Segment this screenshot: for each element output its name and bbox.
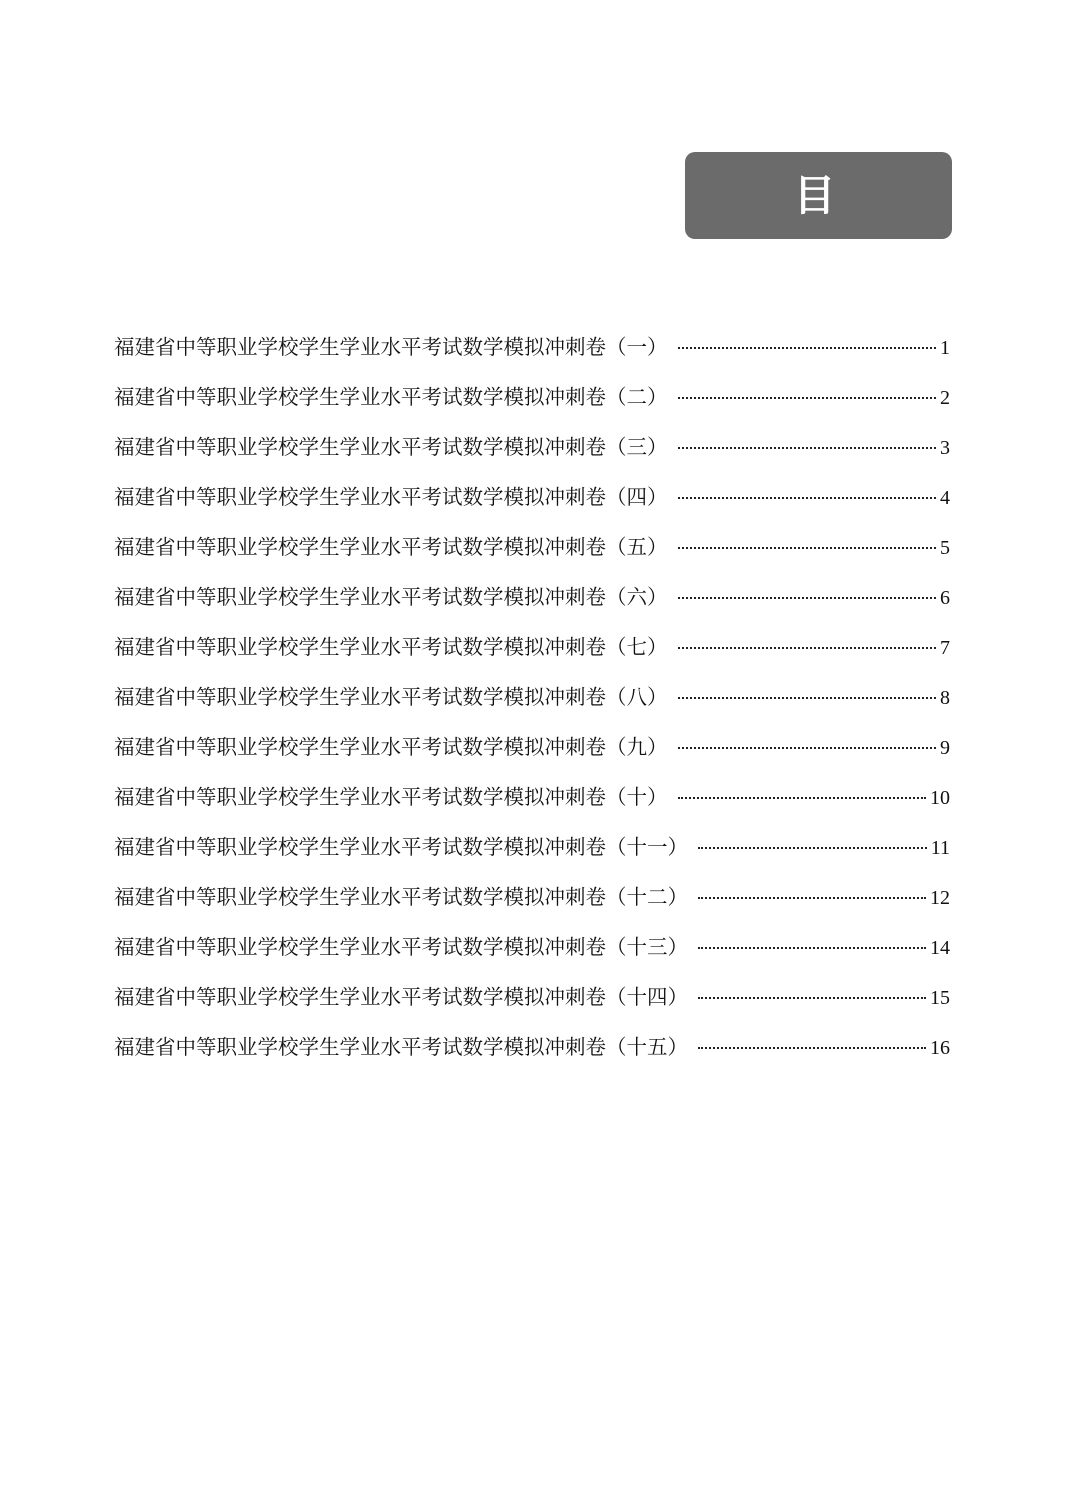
toc-entry-page: 5 [940, 537, 950, 559]
toc-entry-title: 福建省中等职业学校学生学业水平考试数学模拟冲刺卷（十四） [114, 985, 688, 1009]
toc-dot-leader [678, 347, 937, 349]
toc-entry[interactable] [114, 626, 950, 676]
toc-dot-leader [678, 497, 937, 499]
toc-entry-title: 福建省中等职业学校学生学业水平考试数学模拟冲刺卷（六） [114, 585, 668, 609]
toc-dot-leader [678, 447, 937, 449]
toc-entry-page: 3 [940, 437, 950, 459]
toc-dot-leader [698, 847, 927, 849]
toc-entry-page: 10 [930, 787, 950, 809]
toc-entry-page: 6 [940, 587, 950, 609]
toc-entry[interactable] [114, 976, 950, 1026]
toc-entry-page: 7 [940, 637, 950, 659]
toc-entry-page: 1 [940, 337, 950, 359]
toc-entry-title: 福建省中等职业学校学生学业水平考试数学模拟冲刺卷（四） [114, 485, 668, 509]
toc-dot-leader [698, 1047, 926, 1049]
toc-entry[interactable] [114, 526, 950, 576]
toc-dot-leader [678, 397, 937, 399]
toc-entry[interactable] [114, 376, 950, 426]
toc-entry-page: 16 [930, 1037, 950, 1059]
toc-entry[interactable] [114, 476, 950, 526]
toc-dot-leader [678, 697, 937, 699]
toc-entry-title: 福建省中等职业学校学生学业水平考试数学模拟冲刺卷（十五） [114, 1035, 688, 1059]
toc-entry-title: 福建省中等职业学校学生学业水平考试数学模拟冲刺卷（三） [114, 435, 668, 459]
toc-entry-title: 福建省中等职业学校学生学业水平考试数学模拟冲刺卷（十二） [114, 885, 688, 909]
toc-entry-title: 福建省中等职业学校学生学业水平考试数学模拟冲刺卷（五） [114, 535, 668, 559]
toc-entry-page: 8 [940, 687, 950, 709]
toc-entry-title: 福建省中等职业学校学生学业水平考试数学模拟冲刺卷（一） [114, 335, 668, 359]
page-title: 目 录 [685, 152, 952, 239]
toc-dot-leader [698, 997, 926, 999]
toc-entry[interactable] [114, 776, 950, 826]
toc-dot-leader [698, 897, 926, 899]
toc-entry-page: 9 [940, 737, 950, 759]
toc-entry-title: 福建省中等职业学校学生学业水平考试数学模拟冲刺卷（二） [114, 385, 668, 409]
toc-entry-title: 福建省中等职业学校学生学业水平考试数学模拟冲刺卷（十一） [114, 835, 688, 859]
toc-entry[interactable] [114, 826, 950, 876]
toc-dot-leader [678, 547, 937, 549]
toc-entry-title: 福建省中等职业学校学生学业水平考试数学模拟冲刺卷（九） [114, 735, 668, 759]
toc-dot-leader [678, 647, 937, 649]
toc-entry-page: 2 [940, 387, 950, 409]
toc-entry-page: 14 [930, 937, 950, 959]
toc-entry-title: 福建省中等职业学校学生学业水平考试数学模拟冲刺卷（七） [114, 635, 668, 659]
toc-entry[interactable] [114, 576, 950, 626]
toc-entry-page: 12 [930, 887, 950, 909]
toc-entry[interactable] [114, 326, 950, 376]
toc-entry-title: 福建省中等职业学校学生学业水平考试数学模拟冲刺卷（十三） [114, 935, 688, 959]
toc-entry[interactable] [114, 1026, 950, 1076]
toc-entry[interactable] [114, 426, 950, 476]
toc-entry-page: 15 [930, 987, 950, 1009]
toc-dot-leader [678, 797, 927, 799]
table-of-contents [114, 326, 950, 1076]
toc-entry[interactable] [114, 926, 950, 976]
toc-dot-leader [678, 747, 937, 749]
toc-entry-title: 福建省中等职业学校学生学业水平考试数学模拟冲刺卷（八） [114, 685, 668, 709]
toc-dot-leader [678, 597, 937, 599]
toc-dot-leader [698, 947, 926, 949]
toc-entry[interactable] [114, 726, 950, 776]
toc-entry[interactable] [114, 676, 950, 726]
toc-entry-page: 11 [930, 837, 950, 859]
toc-entry-page: 4 [940, 487, 950, 509]
toc-entry[interactable] [114, 876, 950, 926]
toc-entry-title: 福建省中等职业学校学生学业水平考试数学模拟冲刺卷（十） [114, 785, 668, 809]
